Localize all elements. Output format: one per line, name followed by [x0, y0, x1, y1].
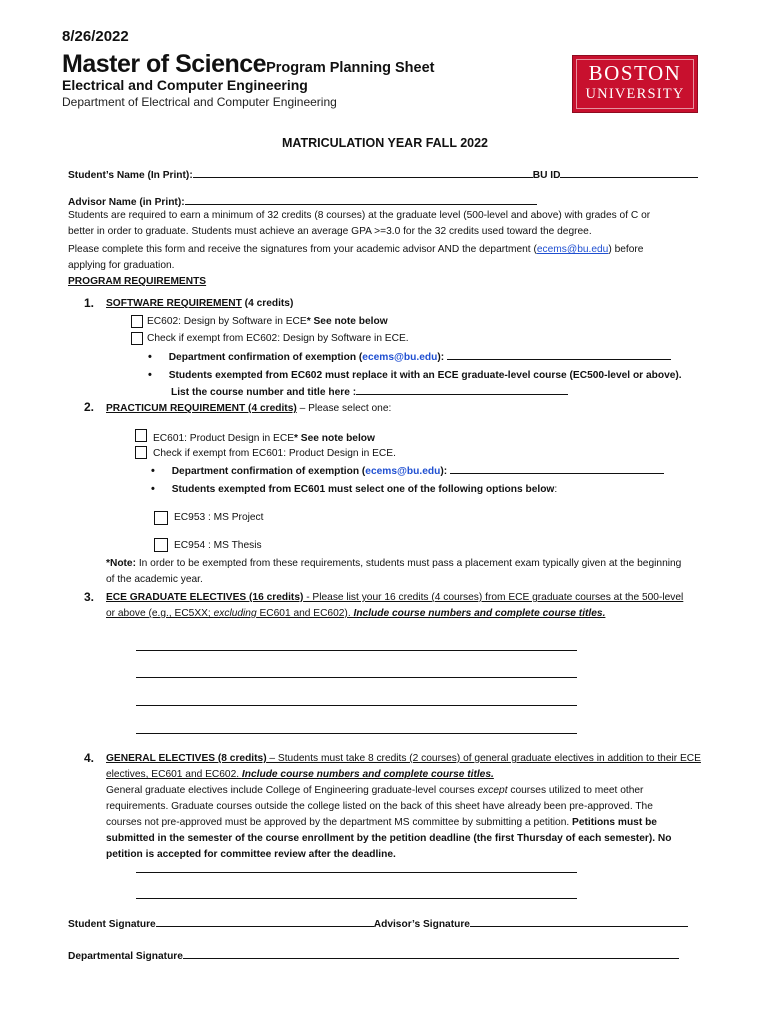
student-name-label: Student’s Name (In Print):: [68, 170, 193, 181]
intro-paragraph-2: [68, 242, 643, 274]
logo-line-1: BOSTON: [588, 61, 682, 85]
s2-ecems-email[interactable]: ecems@bu.edu: [365, 466, 441, 477]
ec954-label: EC954 : MS Thesis: [174, 540, 262, 551]
bullet-icon: •: [148, 369, 152, 381]
section-1-number: 1.: [84, 296, 95, 310]
ec601-note-ref: * See note below: [294, 433, 375, 444]
note-line-1: In order to be exempted from these requirements, students must pass a placement exam typically given at the beginning: [136, 558, 682, 569]
section-2-heading: [106, 401, 391, 417]
ece-elective-line-1[interactable]: [136, 650, 577, 651]
ec601-checkbox[interactable]: [135, 429, 147, 442]
s1-course-entry: [171, 383, 568, 401]
intro-p2-line-2: applying for graduation.: [68, 260, 175, 271]
software-requirement-credits: (4 credits): [241, 298, 294, 309]
note-label: *Note:: [106, 558, 136, 569]
s1-bullet-1: [148, 348, 671, 366]
general-electives-text-1: – Students must take 8 credits (2 courses) of general graduate electives in addition to their ECE: [266, 753, 701, 764]
exemption-note: [106, 556, 681, 588]
title-degree: Master of Science: [62, 50, 267, 78]
intro-p2-text: Please complete this form and receive the signatures from your academic advisor AND the department (: [68, 244, 537, 255]
ece-elective-line-2[interactable]: [136, 677, 577, 678]
logo-line-2: UNIVERSITY: [585, 86, 685, 102]
ece-elective-line-4[interactable]: [136, 733, 577, 734]
s2-confirmation-line[interactable]: [450, 462, 664, 474]
s1-course-entry-label: List the course number and title here :: [171, 387, 357, 398]
general-electives-text-2: electives, EC601 and EC602.: [106, 769, 242, 780]
ec602-note-ref: * See note below: [306, 316, 388, 327]
title-sheet: Program Planning Sheet: [266, 60, 435, 76]
ec601-option: [153, 431, 375, 447]
general-electives-paragraph: [106, 783, 672, 863]
s1-bullet-1-end: ):: [437, 352, 445, 363]
department-signature-label: Departmental Signature: [68, 951, 183, 962]
intro-p1-line-2: better in order to graduate. Students must achieve an average GPA >=3.0 for the 32 credits used toward the degree.: [68, 226, 592, 237]
document-title: [62, 50, 435, 79]
section-1-heading: [106, 296, 293, 312]
ec601-exempt-checkbox[interactable]: [135, 446, 147, 459]
section-4-heading: [106, 751, 701, 783]
ec602-exempt-checkbox[interactable]: [131, 332, 143, 345]
program-subtitle: Electrical and Computer Engineering: [62, 77, 308, 93]
section-3-number: 3.: [84, 590, 95, 604]
s2-bullet-1-end: ):: [440, 466, 448, 477]
bullet-icon: •: [151, 483, 155, 495]
document-date: 8/26/2022: [62, 28, 129, 45]
bullet-icon: •: [148, 351, 152, 363]
student-name-field[interactable]: [68, 166, 698, 184]
general-elective-line-2[interactable]: [136, 898, 577, 899]
ge-line-1a: General graduate electives include College of Engineering graduate-level courses: [106, 785, 478, 796]
ec953-checkbox[interactable]: [154, 511, 168, 525]
ge-line-1b: courses utilized to meet other: [507, 785, 644, 796]
ge-line-2: requirements. Graduate courses outside the college listed on the back of this sheet have already been pre-approved. The: [106, 801, 653, 812]
ece-elective-line-3[interactable]: [136, 705, 577, 706]
ec602-option: [147, 314, 388, 330]
general-electives-instruction: Include course numbers and complete course titles.: [241, 769, 494, 780]
ec953-label: EC953 : MS Project: [174, 512, 264, 523]
ec601-label: EC601: Product Design in ECE: [153, 433, 294, 444]
general-electives-title: GENERAL ELECTIVES (8 credits): [106, 753, 267, 764]
general-elective-line-1[interactable]: [136, 872, 577, 873]
s2-bullet-1: [151, 462, 664, 480]
s1-bullet-2-text: Students exempted from EC602 must replace it with an ECE graduate-level course (EC500-level or above).: [168, 370, 682, 381]
s1-bullet-1-text: Department confirmation of exemption (: [168, 352, 363, 363]
s2-bullet-2-text: Students exempted from EC601 must select one of the following options below: [171, 484, 555, 495]
ec954-checkbox[interactable]: [154, 538, 168, 552]
student-signature-label: Student Signature: [68, 919, 156, 930]
ec602-exempt-label: Check if exempt from EC602: Design by Software in ECE.: [147, 333, 409, 344]
software-requirement-title: SOFTWARE REQUIREMENT: [106, 298, 242, 309]
ec602-label: EC602: Design by Software in ECE: [147, 316, 307, 327]
section-4-number: 4.: [84, 751, 95, 765]
intro-p1-line-1: Students are required to earn a minimum of 32 credits (8 courses) at the graduate level (500-level and above) with grades of C or: [68, 210, 651, 221]
s1-confirmation-line[interactable]: [447, 348, 671, 360]
ec601-exempt-label: Check if exempt from EC601: Product Design in ECE.: [153, 448, 396, 459]
s2-bullet-2-end: :: [554, 484, 558, 495]
section-3-heading: [106, 590, 683, 622]
ece-electives-text-3: EC601 and EC602).: [256, 608, 354, 619]
ge-line-5: petition is accepted for committee review after the deadline.: [106, 849, 396, 860]
intro-p2-text-end: ) before: [608, 244, 644, 255]
s2-bullet-2: [151, 481, 557, 498]
ge-line-4: submitted in the semester of the course enrollment by the petition deadline (the first Thursday of each semester). No: [106, 833, 672, 844]
note-line-2: of the academic year.: [106, 574, 203, 585]
ece-electives-excluding: excluding: [213, 608, 257, 619]
department-name: Department of Electrical and Computer Engineering: [62, 95, 337, 109]
matriculation-heading: MATRICULATION YEAR FALL 2022: [281, 136, 489, 150]
ge-line-3b: Petitions must be: [572, 817, 657, 828]
student-signature-line[interactable]: [156, 915, 374, 927]
program-requirements-heading: PROGRAM REQUIREMENTS: [68, 276, 207, 287]
signature-row: [68, 915, 688, 933]
ge-line-1-except: except: [477, 785, 508, 796]
ece-electives-text-2: or above (e.g., EC5XX;: [106, 608, 214, 619]
s2-bullet-1-text: Department confirmation of exemption (: [171, 466, 366, 477]
department-signature-line[interactable]: [183, 947, 679, 959]
advisor-name-label: Advisor Name (in Print):: [68, 197, 185, 208]
department-signature-row: [68, 947, 679, 965]
practicum-instruction: – Please select one:: [296, 403, 392, 414]
ec602-checkbox[interactable]: [131, 315, 143, 328]
s1-course-entry-line[interactable]: [356, 383, 568, 395]
ece-electives-instruction: Include course numbers and complete course titles.: [353, 608, 606, 619]
ge-line-3a: courses not pre-approved must be approved by the department MS committee by submitting a petition.: [106, 817, 573, 828]
s1-ecems-email[interactable]: ecems@bu.edu: [362, 352, 438, 363]
advisor-name-line[interactable]: [185, 193, 537, 205]
ece-electives-text-1: - Please list your 16 credits (4 courses) from ECE graduate courses at the 500-level: [303, 592, 684, 603]
advisor-signature-line[interactable]: [470, 915, 688, 927]
section-2-number: 2.: [84, 400, 95, 414]
bu-id-label: BU ID: [532, 170, 561, 181]
bu-id-line[interactable]: [560, 166, 698, 178]
student-name-line[interactable]: [193, 166, 533, 178]
bullet-icon: •: [151, 465, 155, 477]
s1-bullet-2: [148, 367, 682, 384]
ecems-email-link[interactable]: ecems@bu.edu: [536, 244, 609, 255]
boston-university-logo: [572, 55, 698, 113]
intro-paragraph-1: [68, 208, 650, 240]
practicum-requirement-title: PRACTICUM REQUIREMENT (4 credits): [106, 403, 297, 414]
advisor-signature-label: Advisor’s Signature: [373, 919, 470, 930]
ece-electives-title: ECE GRADUATE ELECTIVES (16 credits): [106, 592, 304, 603]
